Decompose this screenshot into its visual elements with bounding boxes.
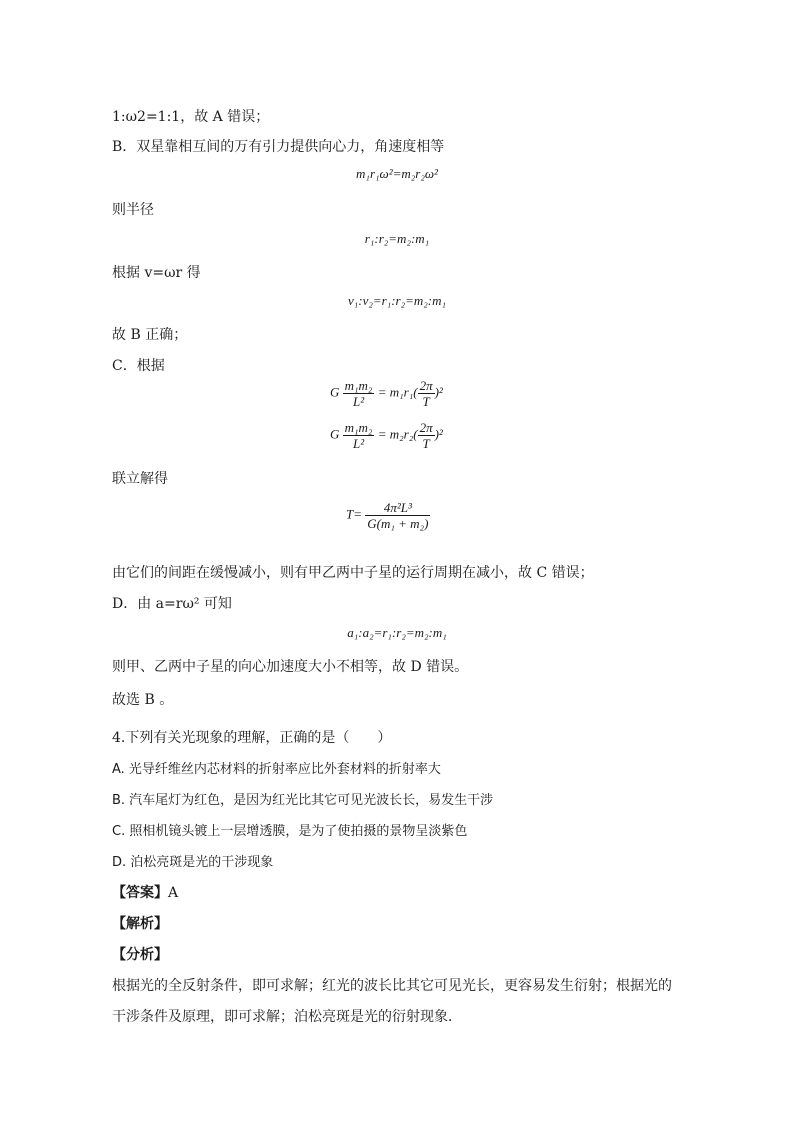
eq4b-period-fraction [418, 420, 435, 451]
eq4b-square: )² [434, 426, 443, 442]
fenxi-label: 【分析】 [112, 947, 168, 963]
eq4b-rhs: = m₂r₂( [377, 426, 418, 442]
analysis-label: 【解析】 [112, 916, 168, 932]
answer-value: A [168, 885, 179, 901]
eq4b-tnum: 2π [419, 420, 433, 435]
eq4a-tden: T [422, 394, 430, 409]
eq4a-period-fraction [418, 378, 435, 409]
eq4b-tden: T [422, 436, 430, 451]
equation-6: a₁:a₂=r₁:r₂=m₂:m₁ [347, 625, 447, 640]
eq4a-g: G [330, 384, 340, 400]
equation-1: m₁r₁ω²=m₂r₂ω² [356, 166, 438, 181]
text-line-9: D．由 a=rω² 可知 [112, 596, 232, 612]
option-c: C. 照相机镜头镀上一层增透膜，是为了使拍摄的景物呈淡紫色 [112, 824, 468, 839]
equation-3: v₁:v₂=r₁:r₂=m₂:m₁ [347, 293, 447, 308]
eq5-lhs: T= [346, 506, 363, 522]
text-line-2: B．双星靠相互间的万有引力提供向心力，角速度相等 [112, 139, 445, 155]
eq4b-g: G [330, 426, 340, 442]
eq4a-square: )² [434, 384, 443, 400]
equation-2: r₁:r₂=m₂:m₁ [364, 231, 430, 246]
text-line-11: 故选 B 。 [112, 692, 174, 708]
option-b: B. 汽车尾灯为红色，是因为红光比其它可见光波长长，易发生干涉 [112, 793, 494, 808]
equation-4a [330, 378, 443, 409]
eq5-num: 4π²L³ [365, 500, 430, 516]
option-a: A. 光导纤维丝内芯材料的折射率应比外套材料的折射率大 [112, 762, 441, 777]
eq4a-tnum: 2π [419, 378, 433, 393]
answer-label: 【答案】 [112, 885, 168, 901]
equation-4b [330, 420, 443, 451]
eq4a-fraction [343, 378, 375, 409]
eq4b-den: L² [352, 436, 365, 451]
text-line-10: 则甲、乙两中子星的向心加速度大小不相等，故 D 错误。 [112, 659, 469, 675]
equation-5 [346, 500, 430, 531]
eq4b-fraction [343, 420, 375, 451]
eq5-den: G(m₁ + m₂) [367, 516, 429, 531]
fenxi-text-1: 根据光的全反射条件，即可求解；红光的波长比其它可见光长，更容易发生衍射；根据光的 [112, 978, 672, 994]
text-line-8: 由它们的间距在缓慢减小，则有甲乙两中子星的运行周期在减小，故 C 错误； [112, 565, 594, 581]
text-line-4: 根据 v=ωr 得 [112, 265, 201, 281]
question-4: 4.下列有关光现象的理解，正确的是（ ） [112, 730, 392, 746]
eq4a-num: m₁m₂ [344, 378, 373, 393]
text-line-1: 1:ω2=1:1，故 A 错误； [112, 109, 270, 125]
text-line-5: 故 B 正确； [112, 327, 188, 343]
option-d: D. 泊松亮斑是光的干涉现象 [112, 855, 274, 870]
eq4a-den: L² [352, 394, 365, 409]
eq4a-rhs: = m₁r₁( [377, 384, 418, 400]
fenxi-text-2: 干涉条件及原理，即可求解；泊松亮斑是光的衍射现象． [112, 1009, 462, 1025]
text-line-3: 则半径 [112, 202, 154, 218]
eq4b-num: m₁m₂ [344, 420, 373, 435]
text-line-7: 联立解得 [112, 471, 168, 487]
eq5-fraction [365, 500, 430, 531]
answer-line [112, 882, 178, 902]
text-line-6: C．根据 [112, 358, 165, 374]
